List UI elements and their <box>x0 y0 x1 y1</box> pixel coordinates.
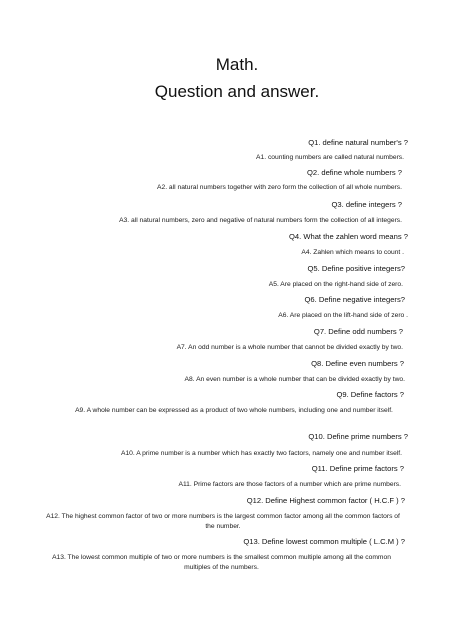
answer-6: A6. Are placed on the lift-hand side of zero . <box>278 312 408 319</box>
question-5: Q5. Define positive integers? <box>307 264 405 273</box>
document-subtitle: Question and answer. <box>154 82 320 101</box>
question-10: Q10. Define prime numbers ? <box>308 432 408 441</box>
answer-11: A11. Prime factors are those factors of a number which are prime numbers. <box>178 481 401 488</box>
question-7: Q7. Define odd numbers ? <box>313 327 403 336</box>
answer-8: A8. An even number is a whole number that can be divided exactly by two. <box>184 376 405 383</box>
answer-4: A4. Zahlen which means to count . <box>301 249 404 256</box>
answer-10: A10. A prime number is a number which has exactly two factors, namely one and number itself. <box>120 450 402 457</box>
answer-5: A5. Are placed on the right-hand side of zero. <box>268 281 403 288</box>
question-12: Q12. Define Highest common factor ( H.C.F ) ? <box>246 496 405 505</box>
question-6: Q6. Define negative integers? <box>304 295 405 304</box>
question-3: Q3. define integers ? <box>331 200 402 209</box>
question-4: Q4. What the zahlen word means ? <box>288 232 408 241</box>
question-11: Q11. Define prime factors ? <box>311 464 404 473</box>
answer-3: A3. all natural numbers, zero and negative of natural numbers form the collection of all integers. <box>119 217 402 224</box>
answer-13: A13. The lowest common multiple of two or more numbers is the smallest common multiple among all the common multiples of the numbers. <box>52 554 391 571</box>
question-9: Q9. Define factors ? <box>336 390 404 399</box>
document-title: Math. <box>215 55 259 74</box>
question-1: Q1. define natural number's ? <box>308 138 408 147</box>
question-13: Q13. Define lowest common multiple ( L.C.M ) ? <box>243 537 405 546</box>
answer-1: A1. counting numbers are called natural numbers. <box>256 154 404 161</box>
question-8: Q8. Define even numbers ? <box>311 359 404 368</box>
answer-2: A2. all natural numbers together with zero form the collection of all whole numbers. <box>157 184 402 191</box>
answer-9: A9. A whole number can be expressed as a product of two whole numbers, including one and number itself. <box>75 407 393 414</box>
question-2: Q2. define whole numbers ? <box>307 168 402 177</box>
answer-12: A12. The highest common factor of two or more numbers is the largest common factor among all the common factors of the number. <box>46 513 400 530</box>
answer-7: A7. An odd number is a whole number that cannot be divided exactly by two. <box>176 344 403 351</box>
